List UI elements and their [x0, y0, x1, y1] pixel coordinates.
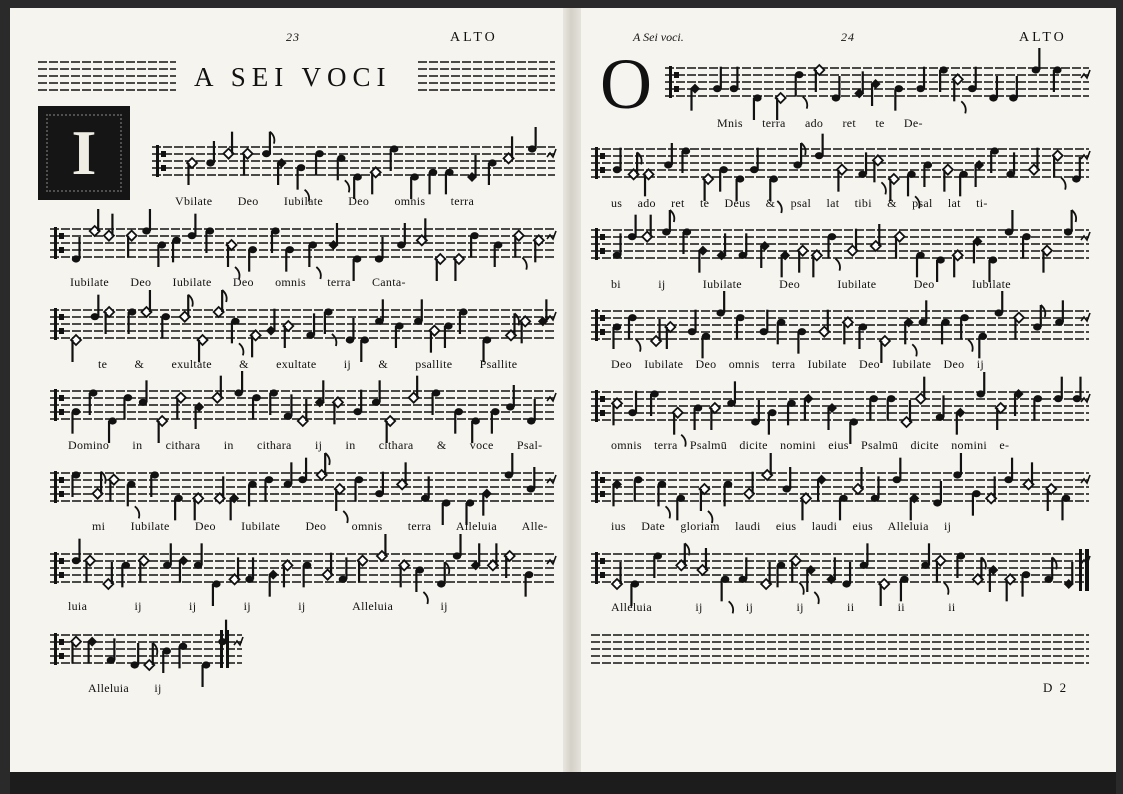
right-lyric-line-7: Alleluia ij ij ij ii ii ii	[611, 600, 956, 614]
music-staff	[418, 62, 555, 90]
right-page	[581, 8, 1116, 772]
signature-mark: D 2	[1043, 680, 1069, 695]
right-lyric-line-4: Deo Iubilate Deo omnis terra Iubilate Deo Iubilate Deo ij	[611, 357, 985, 371]
music-staff	[591, 210, 1090, 282]
left-page	[10, 8, 563, 772]
left-lyric-line-6: luia ij ij ij ij Alleluia ij	[68, 599, 448, 613]
music-staff	[50, 620, 243, 687]
left-lyric-line-1: Vbilate Deo Iubilate Deo omnis terra	[175, 194, 475, 208]
right-lyric-line-2: us ado ret te Deus & psal lat tibi & psal lat ti-	[611, 196, 988, 210]
left-voice-label: ALTO	[450, 30, 498, 45]
book-gutter	[563, 8, 581, 772]
left-lyric-line-5: mi Iubilate Deo Iubilate Deo omnis terra Alleluia Alle-	[92, 519, 548, 533]
left-page-number: 23	[286, 30, 300, 44]
left-lyric-line-2: Iubilate Deo Iubilate Deo omnis terra Canta-	[70, 275, 406, 289]
left-lyric-line-4: Domino in cithara in cithara ij in cithara & voce Psal-	[68, 438, 543, 452]
decorated-initial: I	[38, 106, 130, 200]
right-page-number: 24	[841, 30, 855, 44]
music-staff	[38, 62, 176, 90]
right-lyric-line-1: Mnis terra ado ret te De-	[717, 116, 923, 130]
piece-title: A SEI VOCI	[194, 62, 392, 92]
right-voices-label: A Sei voci.	[633, 30, 684, 44]
music-staff	[50, 209, 556, 281]
scan-edge-shadow	[10, 772, 1116, 794]
right-lyric-line-3: bi ij Iubilate Deo Iubilate Deo Iubilate	[611, 277, 1011, 291]
music-staff	[665, 48, 1090, 120]
music-staff	[591, 635, 1089, 663]
music-staff	[50, 371, 556, 443]
music-staff	[50, 290, 556, 362]
left-lyric-line-3: te & exultate & exultate ij & psallite Psallite	[98, 357, 518, 371]
right-lyric-line-6: ius Date gloriam laudi eius laudi eius Alleluia ij	[611, 519, 952, 533]
music-staff	[152, 127, 556, 202]
left-lyric-line-7: Alleluia ij	[88, 681, 162, 695]
music-staff	[50, 453, 556, 525]
music-staff	[591, 291, 1090, 363]
music-staff	[591, 372, 1090, 447]
initial-letter-o: O	[600, 43, 652, 124]
book-spread	[10, 8, 1116, 772]
right-lyric-line-5: omnis terra Psalmū dicite nomini eius Psalmū dicite nomini e-	[611, 438, 1010, 452]
music-staff	[50, 534, 556, 606]
right-voice-label: ALTO	[1019, 30, 1067, 45]
music-staff	[591, 453, 1090, 523]
